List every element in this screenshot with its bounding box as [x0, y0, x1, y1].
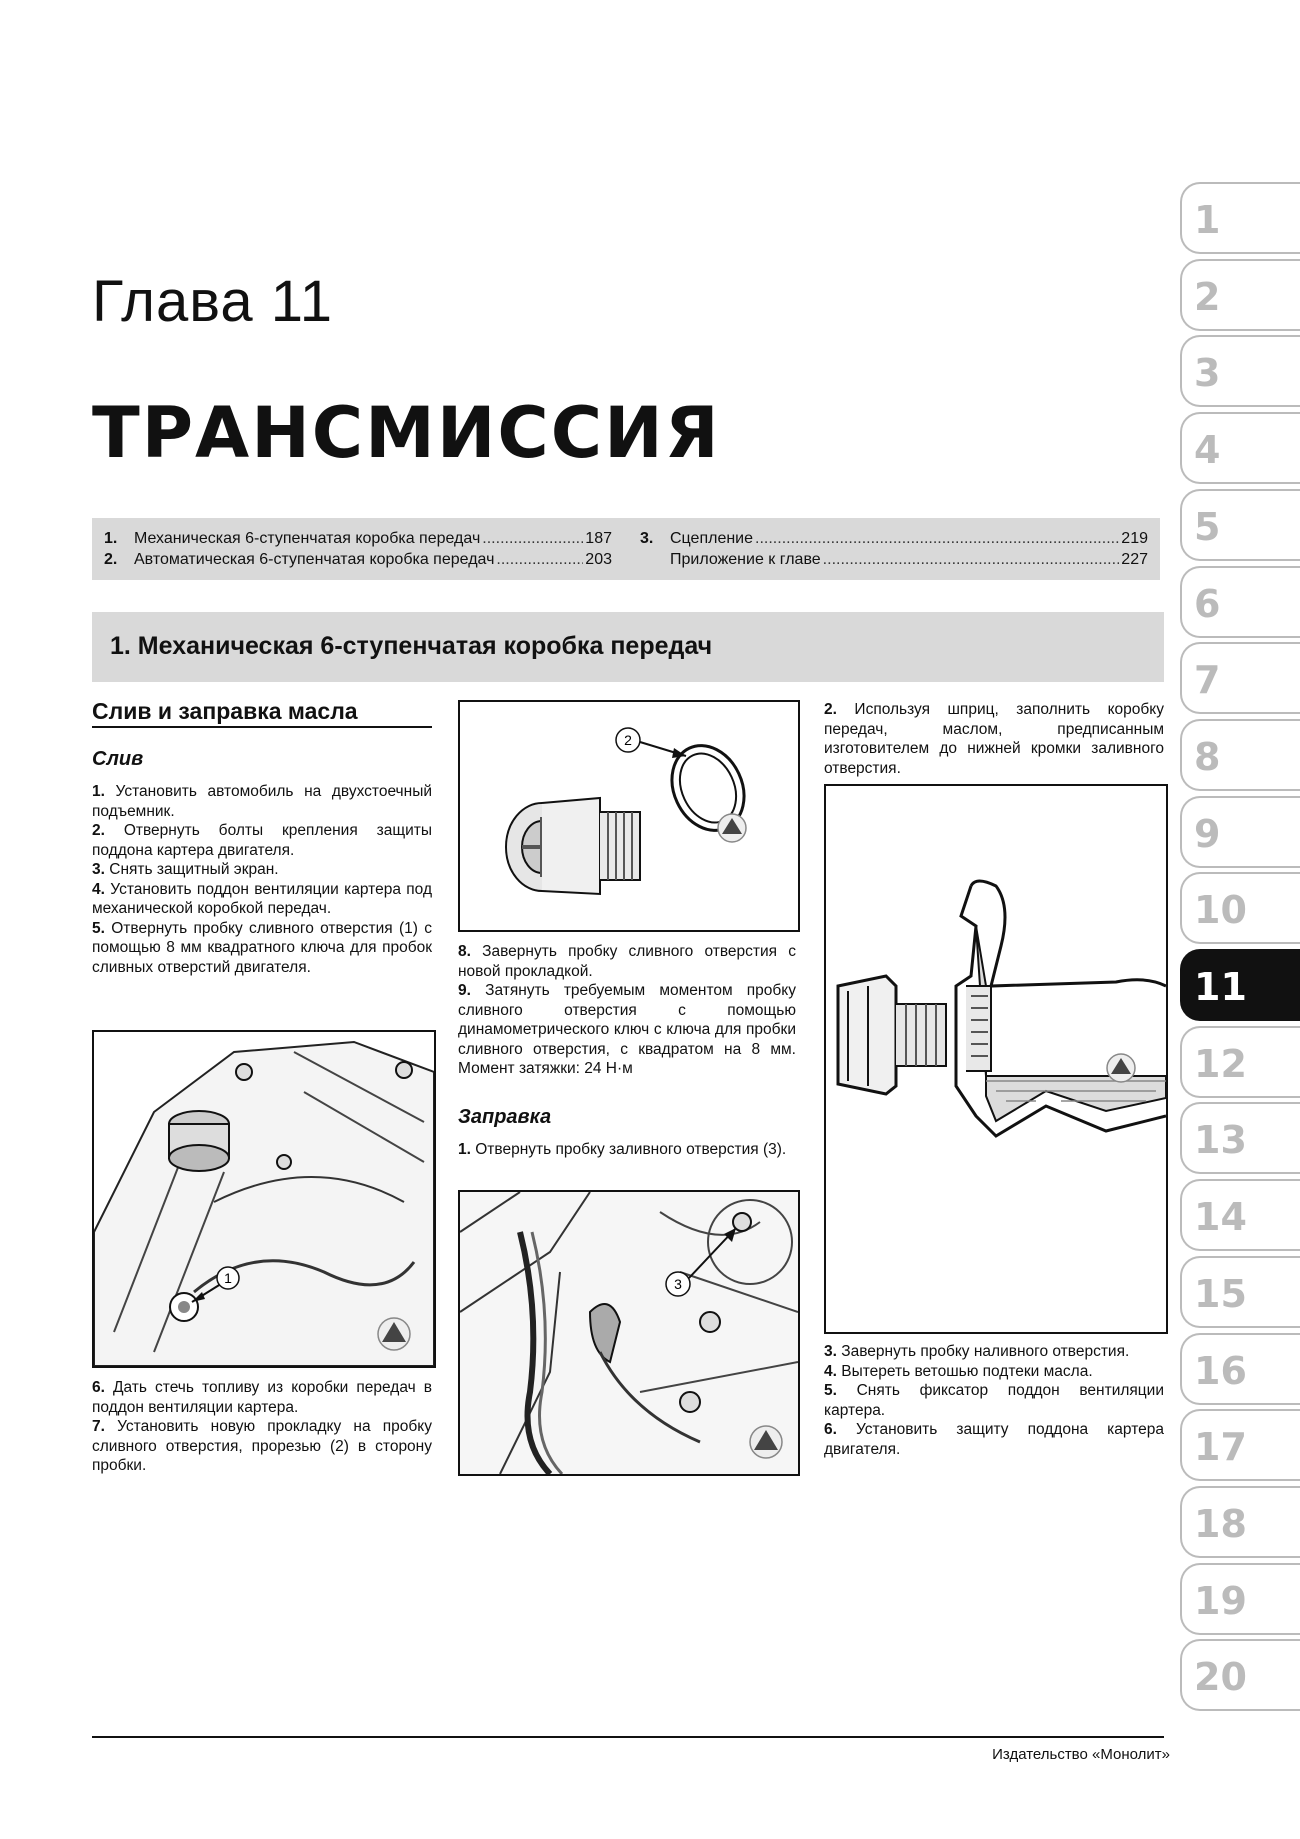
figure-callout-2: 2 — [624, 732, 632, 748]
figure-oil-level — [824, 784, 1168, 1334]
chapter-tab-label: 16 — [1194, 1348, 1247, 1393]
step-number: 8. — [458, 943, 471, 960]
step-item — [92, 919, 432, 978]
step-item — [92, 1417, 432, 1476]
chapter-tab-label: 15 — [1194, 1271, 1247, 1316]
step-text: Вытереть ветошью подтеки масла. — [841, 1362, 1093, 1380]
subsection-title: Слив и заправка масла — [92, 698, 358, 724]
chapter-tab-18[interactable] — [1180, 1486, 1300, 1558]
chapter-tab-label: 7 — [1194, 658, 1221, 703]
toc-page: 187 — [585, 530, 612, 547]
step-text: Снять фиксатор поддон вентиляции картера. — [824, 1382, 1164, 1419]
toc-item[interactable] — [640, 530, 1148, 548]
toc-number: 3. — [640, 530, 654, 547]
chapter-tab-label: 18 — [1194, 1501, 1247, 1546]
step-item — [458, 1140, 796, 1160]
chapter-tab-label: 6 — [1194, 581, 1221, 626]
toc-leader — [496, 551, 583, 569]
toc-text: Механическая 6-ступенчатая коробка передач — [134, 530, 481, 547]
step-item — [92, 880, 432, 919]
chapter-tab-label: 4 — [1194, 428, 1221, 473]
drain-heading: Слив — [92, 748, 144, 770]
section-title: 1. Механическая 6-ступенчатая коробка передач — [110, 632, 713, 660]
chapter-tab-label: 19 — [1194, 1578, 1247, 1623]
chapter-tab-6[interactable] — [1180, 566, 1300, 638]
step-item — [92, 1378, 432, 1417]
plug-gasket-illustration — [460, 702, 798, 930]
toc-leader — [482, 530, 583, 548]
chapter-tab-15[interactable] — [1180, 1256, 1300, 1328]
chapter-tab-14[interactable] — [1180, 1179, 1300, 1251]
chapter-tab-8[interactable] — [1180, 719, 1300, 791]
step-text: Завернуть пробку сливного отверстия с новой прокладкой. — [458, 943, 797, 980]
chapter-tab-5[interactable] — [1180, 489, 1300, 561]
oil-level-illustration — [826, 786, 1166, 1332]
toc-number: 1. — [104, 530, 118, 547]
chapter-tab-10[interactable] — [1180, 872, 1300, 944]
drain-steps-8-9 — [458, 942, 796, 1079]
figure-callout-3: 3 — [674, 1276, 682, 1292]
chapter-tab-9[interactable] — [1180, 796, 1300, 868]
toc-item[interactable] — [104, 551, 612, 569]
chapter-tab-1[interactable] — [1180, 182, 1300, 254]
step-text: Завернуть пробку наливного отверстия. — [841, 1343, 1130, 1360]
toc-text: Сцепление — [670, 530, 754, 547]
step-text: Дать стечь топливу из коробки передач в поддон вентиляции картера. — [92, 1379, 433, 1416]
step-text: Установить автомобиль на двухстоечный подъемник. — [92, 783, 432, 820]
fill-heading: Заправка — [458, 1106, 552, 1128]
step-number: 1. — [458, 1141, 471, 1158]
toc-page: 203 — [585, 551, 612, 568]
chapter-tab-label: 14 — [1194, 1195, 1247, 1240]
step-number: 3. — [824, 1343, 837, 1360]
chapter-tab-label: 12 — [1194, 1041, 1247, 1086]
step-number: 6. — [824, 1421, 837, 1438]
figure-callout-1: 1 — [224, 1270, 232, 1286]
step-item — [92, 860, 432, 880]
chapter-tab-label: 2 — [1194, 274, 1221, 319]
step-number: 1. — [92, 783, 105, 800]
toc-text: Автоматическая 6-ступенчатая коробка передач — [134, 551, 495, 568]
step-number: 4. — [824, 1362, 837, 1380]
step-item — [92, 782, 432, 821]
chapter-tab-17[interactable] — [1180, 1409, 1300, 1481]
step-number: 5. — [92, 919, 105, 937]
step-item — [824, 1381, 1164, 1420]
chapter-tab-label: 1 — [1194, 198, 1221, 242]
gearbox-drain-illustration — [94, 1032, 434, 1366]
figure-plug-gasket — [458, 700, 800, 932]
step-text: Установить новую прокладку на пробку сливного отверстия, прорезью (2) в сторону пробки. — [92, 1418, 432, 1474]
step-number: 7. — [92, 1418, 105, 1435]
chapter-toc — [92, 518, 1160, 580]
toc-text: Приложение к главе — [670, 551, 821, 568]
chapter-tab-label: 3 — [1194, 351, 1221, 396]
step-item — [92, 821, 432, 860]
section-header — [92, 612, 1164, 682]
chapter-tab-label: 11 — [1194, 965, 1247, 1009]
step-item — [824, 1362, 1164, 1382]
toc-number: 2. — [104, 551, 118, 568]
step-item — [458, 942, 796, 981]
step-number: 2. — [92, 822, 105, 839]
chapter-tab-4[interactable] — [1180, 412, 1300, 484]
step-item — [824, 1342, 1164, 1362]
toc-leader — [755, 530, 1119, 548]
fill-step-1 — [458, 1140, 796, 1160]
toc-item[interactable] — [640, 551, 1148, 569]
chapter-tab-12[interactable] — [1180, 1026, 1300, 1098]
chapter-tab-label: 10 — [1194, 888, 1247, 933]
figure-filler-plug — [458, 1190, 800, 1476]
step-text: Затянуть требуемым моментом пробку сливного отверстия с помощью динамометрического ключ с ключа для пробки сливного отверстия, с квадратом на 8 мм. Момент затяжки: 24 Н·м — [458, 982, 796, 1077]
chapter-tab-13[interactable] — [1180, 1102, 1300, 1174]
step-text: Установить защиту поддона картера двигателя. — [824, 1421, 1164, 1458]
chapter-tab-label: 13 — [1194, 1118, 1247, 1163]
chapter-tab-19[interactable] — [1180, 1563, 1300, 1635]
step-item — [824, 700, 1164, 778]
drain-steps-6-7 — [92, 1378, 432, 1476]
step-number: 5. — [824, 1382, 837, 1399]
step-item — [458, 981, 796, 1079]
chapter-tab-label: 5 — [1194, 504, 1221, 549]
step-number: 4. — [92, 880, 105, 898]
step-number: 2. — [824, 701, 837, 718]
step-item — [824, 1420, 1164, 1459]
chapter-tab-7[interactable] — [1180, 642, 1300, 714]
chapter-label: Глава 11 — [92, 269, 333, 334]
drain-steps-1-5 — [92, 782, 432, 977]
step-text: Отвернуть болты крепления защиты поддона картера двигателя. — [92, 822, 432, 859]
chapter-tab-11[interactable] — [1180, 949, 1300, 1021]
chapter-tab-3[interactable] — [1180, 335, 1300, 407]
subsection-rule — [92, 726, 432, 728]
chapter-tab-label: 8 — [1194, 734, 1221, 779]
step-text: Отвернуть пробку заливного отверстия (3). — [475, 1141, 787, 1158]
step-number: 9. — [458, 982, 471, 999]
chapter-title: ТРАНСМИССИЯ — [92, 392, 721, 474]
fill-steps-3-6 — [824, 1342, 1164, 1459]
step-text: Установить поддон вентиляции картера под механической коробкой передач. — [92, 880, 432, 917]
chapter-tab-20[interactable] — [1180, 1639, 1300, 1711]
fill-step-2 — [824, 700, 1164, 778]
toc-leader — [823, 551, 1120, 569]
step-number: 3. — [92, 861, 105, 878]
toc-item[interactable] — [104, 530, 612, 548]
step-text: Отвернуть пробку сливного отверстия (1) с помощью 8 мм квадратного ключа для пробок сливных отверстий двигателя. — [92, 919, 433, 976]
toc-page: 227 — [1121, 551, 1148, 568]
publisher-name: Издательство «Монолит» — [992, 1746, 1170, 1763]
filler-plug-illustration — [460, 1192, 798, 1474]
footer-rule — [92, 1736, 1164, 1738]
chapter-tab-16[interactable] — [1180, 1333, 1300, 1405]
chapter-tab-label: 20 — [1194, 1655, 1247, 1700]
step-text: Снять защитный экран. — [109, 861, 279, 878]
toc-page: 219 — [1121, 530, 1148, 547]
step-number: 6. — [92, 1379, 105, 1396]
figure-drain-plug — [92, 1030, 436, 1368]
chapter-tab-2[interactable] — [1180, 259, 1300, 331]
chapter-tab-label: 17 — [1194, 1425, 1247, 1470]
chapter-tab-label: 9 — [1194, 811, 1221, 856]
step-text: Используя шприц, заполнить коробку передач, маслом, предписанным изготовителем до нижней кромки заливного отверстия. — [824, 701, 1164, 777]
